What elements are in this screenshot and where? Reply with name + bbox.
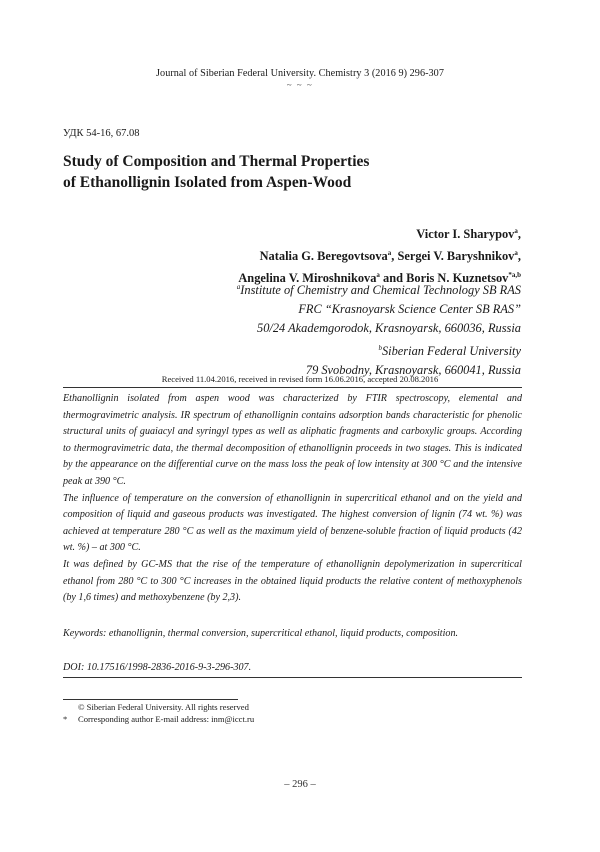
keywords: Keywords: ethanollignin, thermal conversion, supercritical ethanol, liquid products, composition. (63, 628, 459, 639)
affiliation-a-line-3: 50/24 Akademgorodok, Krasnoyarsk, 660036, Russia (257, 321, 521, 336)
abstract-paragraph-3: It was defined by GC-MS that the rise of the temperature of ethanollignin depolymerization in supercritical ethanol from 280 °C to 300 °C increases in the obtained liquid products the relative content of methoxyphenols (by 1,6 times) and methoxybenzene (by 2,3). (63, 558, 522, 604)
page-number: – 296 – (284, 779, 316, 790)
abstract-bottom-rule (63, 677, 522, 678)
header-ornament: ~ ~ ~ (286, 80, 314, 90)
received-dates: Received 11.04.2016, received in revised form 16.06.2016, accepted 20.08.2016 (161, 374, 439, 384)
author-affiliation-mark: *a,b (508, 271, 521, 279)
author-name: Sergei V. Baryshnikov (397, 249, 515, 263)
author-line-1: Victor I. Sharypov$^a$, (416, 227, 521, 241)
author-affiliation-mark: a (376, 271, 380, 279)
footnote-rule (63, 699, 238, 700)
abstract-top-rule (63, 387, 522, 388)
udc-code: УДК 54-16, 67.08 (63, 128, 140, 139)
abstract (63, 391, 522, 607)
journal-header: Journal of Siberian Federal University. Chemistry 3 (2016 9) 296-307 (156, 68, 444, 79)
affiliation-b-line-2: 79 Svobodny, Krasnoyarsk, 660041, Russia (305, 362, 521, 377)
abstract-paragraph-1: Ethanollignin isolated from aspen wood was characterized by FTIR spectroscopy, elemental and thermogravimetric analysis. IR spectrum of ethanollignin contains adsorption bands characteristic for phenolic structural units of guaiacyl and syringyl types as well as aliphatic fragments and carboxylic groups. According to thermogravimetric data, the thermal decomposition of ethanollignin proceeds in two stages. This is indicated by the appearance on the differential curve on the mass loss the peak of low intensity at 300 °C and the intensive peak at 390 °C. (63, 393, 522, 487)
article-title (63, 151, 369, 193)
author-name: Natalia G. Beregovtsova (259, 249, 388, 263)
doi: DOI: 10.17516/1998-2836-2016-9-3-296-307. (63, 662, 252, 673)
affiliation-mark: a (236, 283, 241, 291)
author-name: Angelina V. Miroshnikova (238, 271, 377, 285)
affiliation-a-line-2: FRC “Krasnoyarsk Science Center SB RAS” (298, 302, 521, 317)
corresponding-author-note: Corresponding author E-mail address: inm@icct.ru (78, 714, 255, 724)
author-name: Victor I. Sharypov (416, 227, 515, 241)
author-line-2: Natalia G. Beregovtsova$^a$, Sergei V. Baryshnikov$^a$, (259, 249, 521, 263)
abstract-paragraph-2: The influence of temperature on the conversion of ethanollignin in supercritical ethanol and on the yield and composition of liquid and gaseous products was investigated. The highest conversion of lignin (74 wt. %) was achieved at temperature 280 °C as well as the maximum yield of benzene-soluble fraction of liquid products (42 wt. %) – at 300 °C. (63, 492, 522, 554)
affiliation-b-line-1: $^b$Siberian Federal University (378, 343, 521, 358)
author-affiliation-mark: a (514, 227, 518, 235)
author-affiliation-mark: a (514, 249, 518, 257)
affiliation-mark: b (378, 343, 382, 352)
affiliation-a-line-1: $^a$Institute of Chemistry and Chemical Technology SB RAS (236, 283, 521, 297)
footnote-asterisk: * (63, 714, 68, 724)
copyright-notice: © Siberian Federal University. All rights reserved (78, 702, 249, 712)
affiliations (237, 278, 521, 380)
title-line-2: of Ethanollignin Isolated from Aspen-Wood (63, 174, 352, 191)
author-name: Boris N. Kuznetsov (406, 271, 509, 285)
author-affiliation-mark: a (387, 249, 392, 257)
title-line-1: Study of Composition and Thermal Properties (63, 153, 370, 170)
author-line-3: Angelina V. Miroshnikova$^a$ and Boris N. Kuznetsov$^{*a,b}$ (238, 271, 521, 285)
